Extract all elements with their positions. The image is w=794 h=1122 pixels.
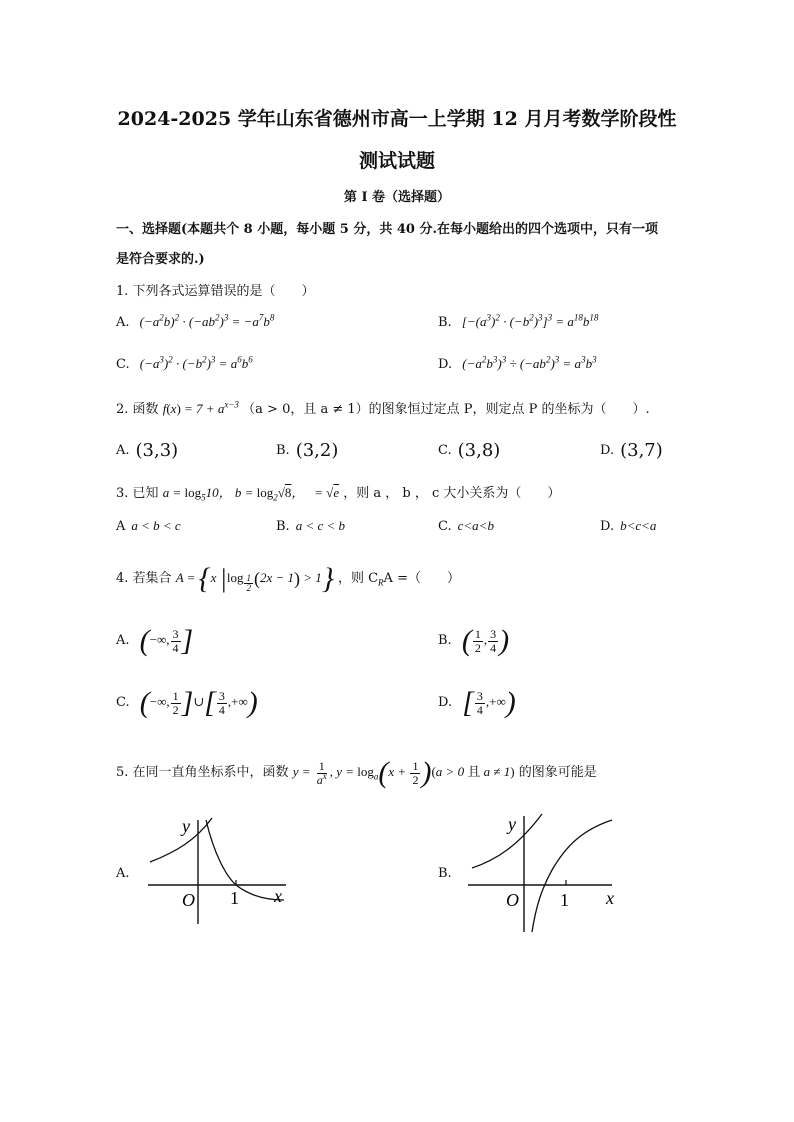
q4-d-interval: [ $\frac{3}{4}$ ,+∞)	[462, 686, 516, 719]
q3-option-a: A a < b < c	[116, 518, 181, 534]
q1-option-b	[438, 314, 598, 330]
q3-a-value: a < b < c	[131, 518, 181, 533]
origin-label: O	[182, 890, 195, 910]
q5-functions: y = $\frac{1}{a^x}$ , $y = \log_a(x$ + $\frac{1}{2}$ )(a > 0 且 a ≠ 1)	[292, 756, 515, 789]
y-axis-label: y	[508, 814, 516, 834]
q4-b-interval: ( $\frac{1}{2}$ , $\frac{3}{4}$ )	[461, 624, 510, 657]
q4-number: 4. 若集合	[116, 570, 172, 586]
tick-label: 1	[560, 890, 569, 910]
q4-option-d: D. [ $\frac{3}{4}$ ,+∞)	[438, 686, 516, 719]
q1-option-c	[116, 356, 253, 372]
exam-title-line1: 2024-2025 学年山东省德州市高一上学期 12 月月考数学阶段性	[117, 108, 677, 130]
q1-a-label: A.	[116, 315, 130, 330]
q5-stem	[116, 758, 597, 788]
q4-c-interval: (−∞, $\frac{1}{2}$ ]∪[ $\frac{3}{4}$ ,+∞)	[139, 686, 258, 719]
tick-label: 1	[230, 888, 239, 908]
q1-a-formula: $(-a^2b)^2 \cdot (-ab^2)^3 = -a^7b^8$	[139, 312, 275, 329]
q5-graph-b	[466, 810, 626, 936]
q3-c-value: c<a<b	[457, 518, 494, 533]
q2-option-a: A. (3,3)	[116, 440, 179, 461]
q3-d-value: b<c<a	[620, 518, 657, 533]
q5-graph-a	[146, 814, 296, 926]
q3-number: 3. 已知	[116, 486, 159, 501]
q2-function: $f(x) = 7 + a^{x-3}$	[162, 399, 239, 416]
q4-option-a: A. (−∞, $\frac{3}{4}$ ]	[116, 624, 194, 657]
q1-option-d	[438, 356, 597, 372]
q4-set: A = {x |log $_{\frac{1}{2}}$ (2x − 1) > 1}	[175, 562, 334, 595]
q3-option-b: B. a < c < b	[276, 518, 346, 534]
exponential-curve	[472, 814, 542, 868]
q1-d-formula: $(-a^2b^3)^3 \div (-ab^2)^3 = a^3b^3$	[462, 354, 597, 371]
volume-heading: 第 I 卷（选择题）	[343, 190, 451, 205]
section-heading-line2: 是符合要求的.)	[116, 252, 205, 267]
q1-d-label: D.	[438, 357, 453, 372]
q3-b-value: a < c < b	[295, 518, 346, 533]
q4-tail: ，则 C	[337, 570, 379, 586]
q1-b-formula: $[-(a^3)^2 \cdot (-b^2)^3]^3 = a^{18}b^{18}$	[461, 312, 599, 329]
q5-option-a-label: A.	[116, 866, 130, 881]
q4-option-b: B. ( $\frac{1}{2}$ , $\frac{3}{4}$ )	[438, 624, 510, 657]
q2-b-value: (3,2)	[295, 440, 339, 461]
q4-stem: 4. 若集合 A = {x |log $_{\frac{1}{2}}$ (2x − 1) > 1} ，则 $C_RA$ =（ ）	[116, 562, 460, 595]
q4-option-c: C. (−∞, $\frac{1}{2}$ ]∪[ $\frac{3}{4}$ ,+∞)	[116, 686, 258, 719]
q3-definitions: $a = \log_510$， $b = \log_2√8$， = √e	[162, 485, 340, 503]
q3-tail: ，则 a ， b ， c 大小关系为（ ）	[343, 486, 561, 501]
log-curve	[206, 820, 284, 900]
q3-option-d: D. b<c<a	[600, 518, 657, 534]
q5-option-b-label: B.	[438, 866, 452, 881]
q1-option-a	[116, 314, 274, 330]
q4-a-interval: (−∞, $\frac{3}{4}$ ]	[139, 624, 194, 657]
x-axis-label: x	[274, 886, 282, 906]
q2-stem	[116, 398, 650, 417]
q3-option-c: C. c<a<b	[438, 518, 494, 534]
q1-c-formula: $(-a^3)^2 \cdot (-b^2)^3 = a^6b^6$	[139, 354, 253, 371]
q2-option-d: D. (3,7)	[600, 440, 663, 461]
q2-number: 2. 函数	[116, 402, 159, 417]
q2-condition: （a > 0，且 a ≠ 1）的图象恒过定点 P，则定点 P 的坐标为（ ）.	[242, 402, 650, 417]
q5-tail: 的图象可能是	[518, 764, 597, 780]
q1-stem: 1. 下列各式运算错误的是（ ）	[116, 284, 315, 299]
origin-label: O	[506, 890, 519, 910]
q2-c-value: (3,8)	[457, 440, 501, 461]
q2-a-value: (3,3)	[135, 440, 179, 461]
q2-d-value: (3,7)	[620, 440, 663, 461]
q5-number: 5. 在同一直角坐标系中，函数	[116, 764, 289, 780]
q2-option-b: B. (3,2)	[276, 440, 339, 461]
x-axis-label: x	[606, 888, 614, 908]
exponential-curve	[150, 818, 212, 862]
log-curve	[532, 820, 612, 932]
section-heading-line1: 一、选择题(本题共个 8 小题，每小题 5 分，共 40 分.在每小题给出的四个选项中，只有一项	[116, 222, 659, 237]
exam-title-line2: 测试试题	[358, 150, 435, 172]
q2-option-c: C. (3,8)	[438, 440, 501, 461]
y-axis-label: y	[182, 816, 190, 836]
q3-stem	[116, 482, 560, 501]
q1-b-label: B.	[438, 315, 452, 330]
q1-c-label: C.	[116, 357, 130, 372]
